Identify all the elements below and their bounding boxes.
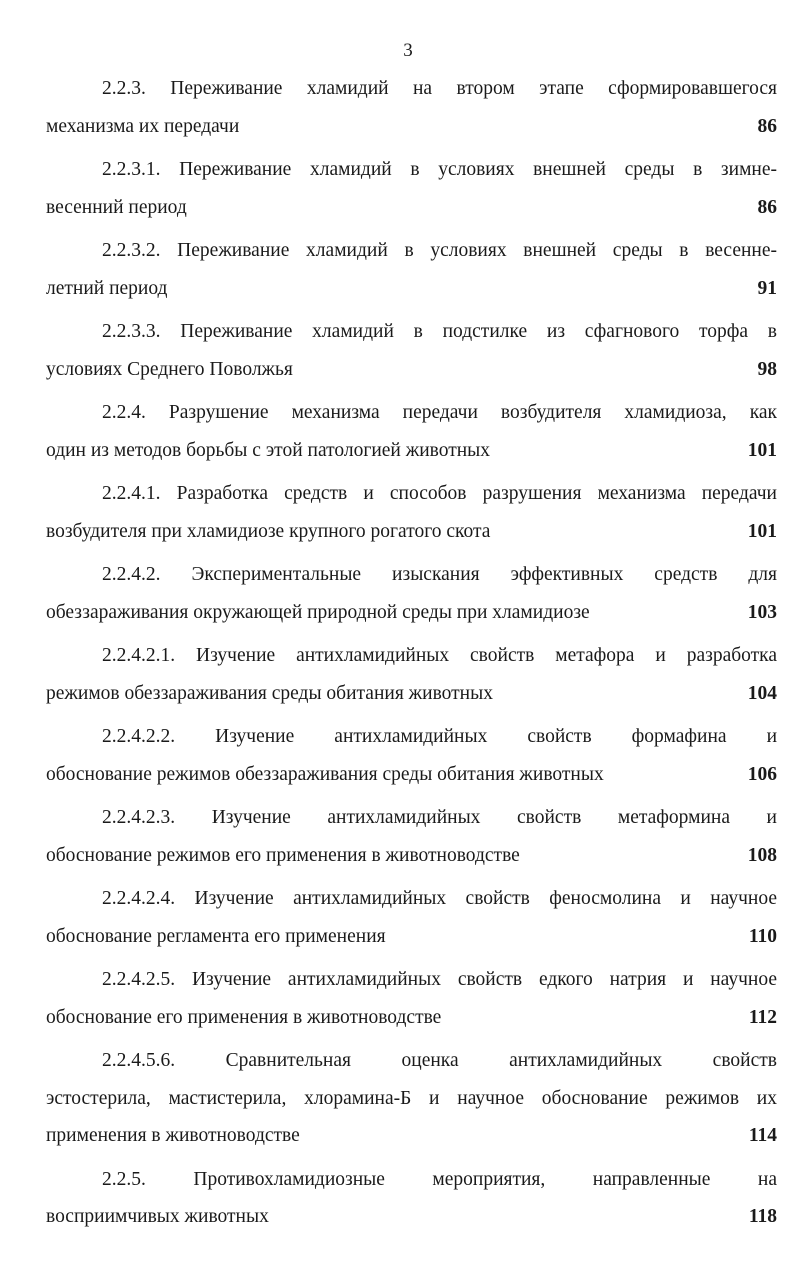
toc-entry-text: 2.2.4.2.4. Изучение антихламидийных свойств феносмолина и научное — [102, 888, 777, 909]
toc-entry — [46, 313, 777, 388]
toc-page-number: 101 — [747, 439, 777, 461]
toc-entry-text — [46, 594, 777, 632]
toc-entry-text-end: режимов обеззараживания среды обитания животных — [46, 682, 493, 704]
toc-entry-text — [46, 1117, 777, 1155]
toc-page-number: 103 — [747, 601, 777, 623]
toc-entry-text — [46, 1198, 777, 1236]
toc-page-number: 110 — [748, 925, 777, 947]
toc-entry-text — [46, 513, 777, 551]
toc-entry-text — [46, 999, 777, 1037]
toc-page-number: 108 — [747, 844, 777, 866]
toc-entry-text: 2.2.3.3. Переживание хламидий в подстилке из сфагнового торфа в — [102, 321, 777, 342]
toc-entry-text — [46, 756, 777, 794]
page-number: 3 — [403, 40, 413, 61]
toc-entry-text — [46, 432, 777, 470]
toc-entry-text-end: обоснование его применения в животноводстве — [46, 1006, 442, 1028]
toc-page-number: 114 — [748, 1125, 777, 1146]
toc-entry-text-end: условиях Среднего Поволжья — [46, 358, 293, 380]
toc-page-number: 104 — [747, 682, 777, 704]
toc-entry-text: 2.2.4.2.3. Изучение антихламидийных свойств метаформина и — [102, 807, 777, 828]
toc-page-number: 86 — [757, 196, 777, 218]
toc-entry-text — [46, 351, 777, 389]
toc-entry — [46, 1042, 777, 1155]
toc-entry-text: 2.2.4.5.6. Сравнительная оценка антихламидийных свойств — [102, 1050, 777, 1071]
toc-entry-text-end: обоснование режимов обеззараживания среды обитания животных — [46, 763, 604, 785]
toc-entry-text-end: обоснование режимов его применения в животноводстве — [46, 844, 520, 866]
toc-entry-text-end: обоснование регламента его применения — [46, 925, 386, 947]
toc-page-number: 118 — [748, 1206, 777, 1227]
toc-entry-text-end: летний период — [46, 277, 168, 299]
toc-entry-text-end: восприимчивых животных — [46, 1206, 269, 1227]
toc-entry — [46, 394, 777, 469]
toc-entry-text: 2.2.3.2. Переживание хламидий в условиях внешней среды в весенне- — [102, 240, 777, 261]
toc-entry — [46, 637, 777, 712]
toc-entry-text: 2.2.4.2. Экспериментальные изыскания эффективных средств для — [102, 564, 777, 585]
toc-entry-text — [46, 270, 777, 308]
toc-entry-text: 2.2.4.2.1. Изучение антихламидийных свойств метафора и разработка — [102, 645, 777, 666]
toc-entry-text-end: механизма их передачи — [46, 115, 240, 137]
toc-entry — [46, 961, 777, 1036]
toc-entry — [46, 232, 777, 307]
toc-entry — [46, 475, 777, 550]
toc-entry — [46, 718, 777, 793]
toc-entry-text-end: возбудителя при хламидиозе крупного рогатого скота — [46, 520, 491, 542]
toc-entry-text — [46, 108, 777, 146]
toc-page-number: 91 — [757, 277, 777, 299]
toc-entry — [46, 880, 777, 955]
toc-entry — [46, 799, 777, 874]
toc-entry — [46, 70, 777, 145]
toc-entry-text — [46, 918, 777, 956]
toc-entry-text — [46, 189, 777, 227]
toc-page-number: 98 — [757, 358, 777, 380]
toc-entry-text: 2.2.4.1. Разработка средств и способов разрушения механизма передачи — [102, 483, 777, 504]
toc-entry — [46, 556, 777, 631]
toc-entry-text: 2.2.3.1. Переживание хламидий в условиях внешней среды в зимне- — [102, 159, 777, 180]
toc-entry-text — [46, 837, 777, 875]
toc-entry-text: 2.2.4. Разрушение механизма передачи возбудителя хламидиоза, как — [102, 402, 777, 423]
toc-entry-text: 2.2.3. Переживание хламидий на втором этапе сформировавшегося — [102, 78, 777, 99]
toc-entry-text — [46, 675, 777, 713]
toc-entry-text-end: весенний период — [46, 196, 187, 218]
toc-entry-text-end: один из методов борьбы с этой патологией животных — [46, 439, 491, 461]
toc-entry-text-end: обеззараживания окружающей природной среды при хламидиозе — [46, 601, 590, 623]
toc-entry-text: 2.2.4.2.2. Изучение антихламидийных свойств формафина и — [102, 726, 777, 747]
toc-entry-text: эстостерила, мастистерила, хлорамина-Б и научное обоснование режимов их — [46, 1087, 777, 1109]
toc-entry — [46, 1161, 777, 1236]
toc-page-number: 106 — [747, 763, 777, 785]
toc-entry — [46, 151, 777, 226]
toc-page-number: 101 — [747, 520, 777, 542]
toc-page-number: 112 — [748, 1006, 777, 1028]
toc-entry-text: 2.2.5. Противохламидиозные мероприятия, направленные на — [102, 1168, 777, 1190]
toc-page-number: 86 — [757, 115, 777, 137]
table-of-contents — [46, 70, 777, 1242]
toc-entry-text: 2.2.4.2.5. Изучение антихламидийных свойств едкого натрия и научное — [102, 969, 777, 990]
toc-entry-text-end: применения в животноводстве — [46, 1125, 300, 1146]
